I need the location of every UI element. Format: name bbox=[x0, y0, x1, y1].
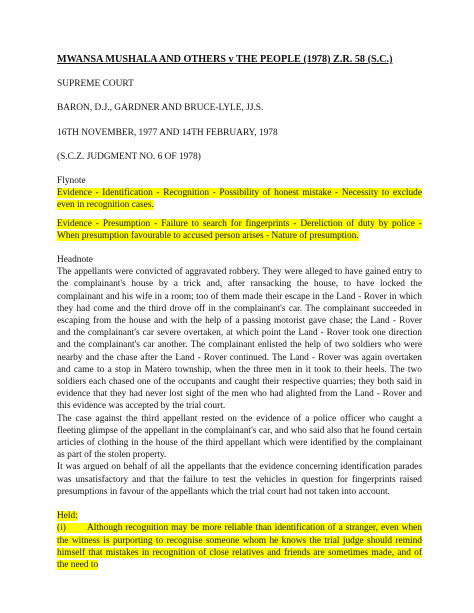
case-title: MWANSA MUSHALA AND OTHERS v THE PEOPLE (1978) Z.R. 58 (S.C.) bbox=[57, 54, 393, 65]
flynote-2 bbox=[57, 218, 422, 242]
hearing-dates: 16TH NOVEMBER, 1977 AND 14TH FEBRUARY, 1978 bbox=[57, 127, 278, 138]
flynote-1 bbox=[57, 187, 422, 211]
judgment-number: (S.C.Z. JUDGMENT NO. 6 OF 1978) bbox=[57, 151, 201, 162]
headnote-paragraph-1: The appellants were convicted of aggravated robbery. They were alleged to have gained entry to the complainant's house by a trick and, after ransacking the house, to have locked the complainant and his wife in a room; too of them made their escape in the Land - Rover in which they had come and the third drove off in the complainant's car. The complainant succeeded in escaping from the house and with the help of a passing motorist gave chase; the Land - Rover and the complainant's car severe overtaken, at which point the Land - Rover took one direction and the complainant's car another. The complainant enlisted the help of two soldiers who were nearby and the chase after the Land - Rover continued. The Land - Rover was again overtaken and came to a stop in Matero township, when the three men in it took to their heels. The two soldiers each chased one of the occupants and caught their respective quarries; they both said in evidence that they had never lost sight of the men who had alighted from the Land - Rover and this evidence was accepted by the trial court. bbox=[57, 267, 422, 412]
flynote-1-text: Evidence - Identification - Recognition - Possibility of honest mistake - Necessity to exclude even in recognition cases. bbox=[57, 188, 422, 211]
court-name: SUPREME COURT bbox=[57, 79, 134, 90]
headnote-paragraph-3: It was argued on behalf of all the appellants that the evidence concerning identification parades was unsatisfactory and that the failure to test the vehicles in question for fingerprints raised presumptions in favour of the appellants which the trial court had not taken into account. bbox=[57, 462, 422, 497]
flynote-2-text: Evidence - Presumption - Failure to search for fingerprints - Dereliction of duty by police - When presumption favourable to accused person arises - Nature of presumption. bbox=[57, 218, 422, 241]
held-heading bbox=[57, 510, 422, 522]
judges: BARON, D.J., GARDNER AND BRUCE-LYLE, JJ.S. bbox=[57, 103, 264, 114]
held-item-1-text: Although recognition may be more reliable than identification of a stranger, even when the witness is purporting to recognise someone whom he knows the trial judge should remind himself that mistakes in recognition of close relatives and friends are sometimes made, and of the need to bbox=[57, 523, 422, 570]
flynote-heading: Flynote bbox=[57, 176, 86, 187]
headnote-paragraph-2: The case against the third appellant rested on the evidence of a police officer who caught a fleeting glimpse of the appellant in the complainant's car, and who said also that he found certain articles of clothing in the house of the third appellant which were identified by the complainant as part of the stolen property. bbox=[57, 413, 422, 461]
held-item-1-number: (i) bbox=[57, 523, 66, 534]
headnote-heading: Headnote bbox=[57, 255, 93, 266]
held-label: Held: bbox=[57, 511, 78, 522]
held-item-1 bbox=[57, 522, 422, 571]
